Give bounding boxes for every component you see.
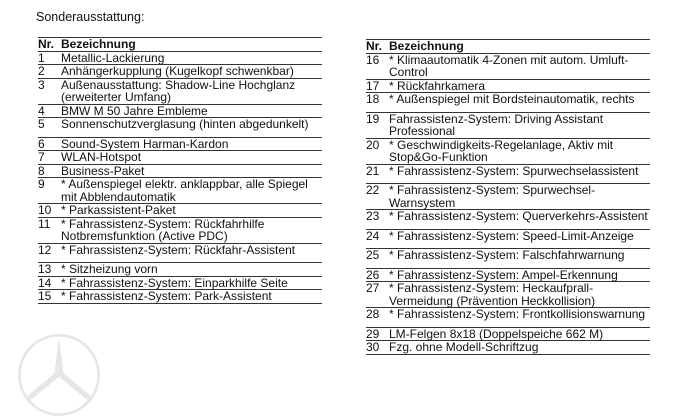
column-header-nr: Nr.	[366, 40, 389, 54]
table-header-row	[38, 38, 322, 52]
table-row	[38, 51, 322, 65]
row-number: 14	[38, 276, 61, 290]
row-text: LM-Felgen 8x18 (Doppelspeiche 662 M)	[389, 327, 650, 341]
table-row	[38, 78, 322, 104]
row-text: Metallic-Lackierung	[61, 51, 322, 65]
row-text: Außenausstattung: Shadow-Line Hochglanz (erweiterter Umfang)	[61, 78, 322, 104]
row-text: * Fahrassistenz-System: Einparkhilfe Seite	[61, 276, 322, 290]
row-text: * Rückfahrkamera	[389, 79, 650, 93]
row-number: 1	[38, 51, 61, 65]
column-header-nr: Nr.	[38, 38, 61, 52]
table-row	[366, 210, 650, 223]
row-text: * Sitzheizung vorn	[61, 263, 322, 277]
row-text: * Außenspiegel elektr. anklappbar, alle Spiegel mit Abblendautomatik	[61, 178, 322, 204]
table-row	[38, 104, 322, 118]
row-text: Fzg. ohne Modell-Schriftzug	[389, 341, 650, 355]
table-row	[38, 137, 322, 151]
row-number: 9	[38, 178, 61, 204]
row-number: 10	[38, 204, 61, 218]
table-row	[366, 138, 650, 164]
table-row	[366, 53, 650, 79]
table-row	[38, 178, 322, 204]
table-row	[366, 93, 650, 106]
equipment-table-left	[38, 37, 322, 304]
table-row	[366, 341, 650, 355]
column-header-bezeichnung: Bezeichnung	[61, 38, 322, 52]
table-row	[38, 65, 322, 79]
row-number: 24	[366, 229, 389, 242]
column-header-bezeichnung: Bezeichnung	[389, 40, 650, 54]
table-row	[38, 164, 322, 178]
row-text: BMW M 50 Jahre Embleme	[61, 104, 322, 118]
table-row	[366, 184, 650, 210]
row-number: 29	[366, 327, 389, 341]
table-header-row	[366, 40, 650, 54]
row-text: WLAN-Hotspot	[61, 151, 322, 165]
row-text: * Fahrassistenz-System: Rückfahrhilfe Notbremsfunktion (Active PDC)	[61, 217, 322, 243]
row-text: * Fahrassistenz-System: Heckaufprall-Vermeidung (Prävention Heckkollision)	[389, 282, 650, 308]
table-row	[366, 268, 650, 282]
table-row	[38, 118, 322, 131]
row-number: 11	[38, 217, 61, 243]
table-row	[38, 290, 322, 304]
row-number: 28	[366, 308, 389, 321]
table-row	[366, 229, 650, 242]
row-text: Sound-System Harman-Kardon	[61, 137, 322, 151]
table-row	[38, 217, 322, 243]
mercedes-star-watermark-icon	[14, 330, 104, 420]
row-number: 30	[366, 341, 389, 355]
row-text: * Geschwindigkeits-Regelanlage, Aktiv mit Stop&Go-Funktion	[389, 138, 650, 164]
row-text: * Fahrassistenz-System: Spurwechselassistent	[389, 164, 650, 177]
row-text: Anhängerkupplung (Kugelkopf schwenkbar)	[61, 65, 322, 79]
row-text: * Außenspiegel mit Bordsteinautomatik, rechts	[389, 93, 650, 106]
row-number: 4	[38, 104, 61, 118]
row-text: * Klimaautomatik 4-Zonen mit autom. Umluft-Control	[389, 53, 650, 79]
table-row	[38, 151, 322, 165]
row-text: * Fahrassistenz-System: Ampel-Erkennung	[389, 268, 650, 282]
row-number: 2	[38, 65, 61, 79]
table-row	[366, 79, 650, 93]
table-row	[366, 308, 650, 321]
table-row	[366, 112, 650, 138]
table-row	[366, 327, 650, 341]
row-number: 23	[366, 210, 389, 223]
row-number: 7	[38, 151, 61, 165]
row-number: 19	[366, 112, 389, 138]
row-number: 17	[366, 79, 389, 93]
row-text: Sonnenschutzverglasung (hinten abgedunkelt)	[61, 118, 322, 131]
row-text: * Fahrassistenz-System: Falschfahrwarnung	[389, 249, 650, 262]
row-text: * Parkassistent-Paket	[61, 204, 322, 218]
row-text: * Fahrassistenz-System: Querverkehrs-Assistent	[389, 210, 650, 223]
row-text: * Fahrassistenz-System: Speed-Limit-Anzeige	[389, 229, 650, 242]
row-text: * Fahrassistenz-System: Rückfahr-Assistent	[61, 243, 322, 256]
table-row	[366, 282, 650, 308]
row-number: 15	[38, 290, 61, 304]
row-number: 18	[366, 93, 389, 106]
row-number: 21	[366, 164, 389, 177]
table-row	[38, 204, 322, 218]
table-row	[38, 263, 322, 277]
row-number: 22	[366, 184, 389, 210]
row-number: 27	[366, 282, 389, 308]
table-row	[38, 276, 322, 290]
row-number: 25	[366, 249, 389, 262]
row-text: Fahrassistenz-System: Driving Assistant Professional	[389, 112, 650, 138]
row-number: 20	[366, 138, 389, 164]
page-heading: Sonderausstattung:	[36, 10, 145, 24]
row-number: 26	[366, 268, 389, 282]
row-number: 16	[366, 53, 389, 79]
row-number: 12	[38, 243, 61, 256]
table-row	[366, 164, 650, 177]
equipment-table-right	[366, 39, 650, 355]
row-text: * Fahrassistenz-System: Frontkollisionswarnung	[389, 308, 650, 321]
row-number: 8	[38, 164, 61, 178]
row-text: * Fahrassistenz-System: Spurwechsel-Warnsystem	[389, 184, 650, 210]
row-text: * Fahrassistenz-System: Park-Assistent	[61, 290, 322, 304]
row-number: 5	[38, 118, 61, 131]
table-row	[366, 249, 650, 262]
row-number: 13	[38, 263, 61, 277]
row-number: 6	[38, 137, 61, 151]
table-row	[38, 243, 322, 256]
row-number: 3	[38, 78, 61, 104]
row-text: Business-Paket	[61, 164, 322, 178]
